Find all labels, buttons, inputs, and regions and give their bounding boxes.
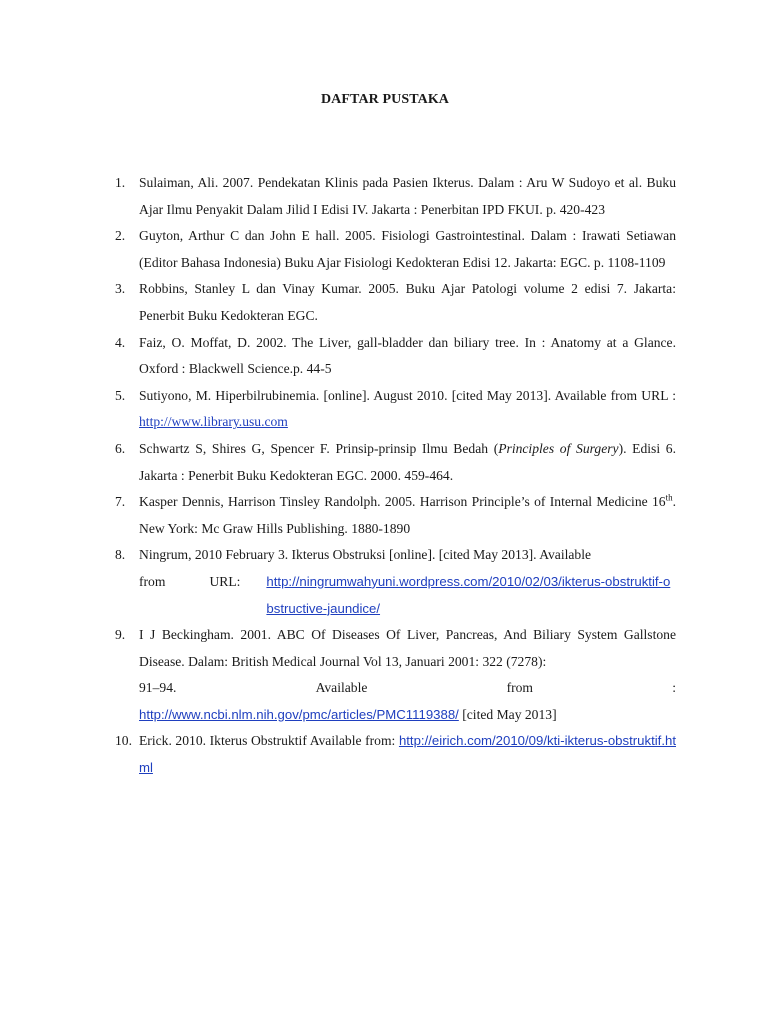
- reference-item-4: [112, 330, 676, 383]
- reference-text: [cited May 2013]: [458, 706, 557, 722]
- reference-number: 3.: [115, 281, 126, 297]
- reference-number: 9.: [115, 627, 126, 643]
- reference-number: 6.: [115, 440, 126, 456]
- reference-text: from: [139, 573, 166, 589]
- reference-number: 7.: [115, 494, 126, 510]
- reference-item-9: [112, 622, 676, 728]
- reference-text: 91–94.: [139, 680, 177, 696]
- reference-text: Kasper Dennis, Harrison Tinsley Randolph. 2005. Harrison Principle’s of Internal Medicine 16: [139, 494, 666, 510]
- reference-number: 2.: [115, 228, 126, 244]
- reference-italic-title: Principles of Surgery: [498, 440, 619, 456]
- reference-text: ). Edisi 6. Jakarta : Penerbit Buku Kedokteran EGC. 2000. 459-464.: [139, 440, 676, 483]
- reference-item-2: [112, 223, 676, 276]
- reference-text: Schwartz S, Shires G, Spencer F. Prinsip-prinsip Ilmu Bedah (: [139, 440, 499, 456]
- reference-item-3: [112, 276, 676, 329]
- reference-text: from: [506, 680, 534, 696]
- reference-item-6: [112, 436, 676, 489]
- page-title: DAFTAR PUSTAKA: [320, 92, 450, 107]
- reference-line: [139, 702, 676, 729]
- reference-line: [139, 675, 676, 702]
- reference-list: [112, 170, 676, 782]
- reference-item-7: [112, 489, 676, 542]
- reference-link[interactable]: http://www.ncbi.nlm.nih.gov/pmc/articles/PMC1119388/: [139, 706, 459, 722]
- reference-text: Faiz, O. Moffat, D. 2002. The Liver, gall-bladder dan biliary tree. In : Anatomy at a Glance. Oxford : Blackwell Science.p. 44-5: [139, 334, 676, 377]
- reference-text: :: [672, 680, 676, 696]
- reference-text: Ningrum, 2010 February 3. Ikterus Obstruksi [online]. [cited May 2013]. Available: [139, 547, 592, 563]
- reference-item-10: [112, 728, 676, 781]
- reference-link[interactable]: http://ningrumwahyuni.wordpress.com/2010/02/03/ikterus-obstruktif-obstructive-jaundice/: [266, 573, 671, 616]
- reference-number: 10.: [115, 733, 132, 749]
- reference-text: . New York: Mc Graw Hills Publishing. 1880-1890: [139, 494, 676, 536]
- reference-number: 8.: [115, 547, 126, 563]
- reference-text: Available: [315, 680, 368, 696]
- reference-link[interactable]: http://eirich.com/2010/09/kti-ikterus-obstruktif.html: [139, 733, 676, 776]
- reference-number: 5.: [115, 387, 126, 403]
- reference-line: [139, 569, 676, 622]
- reference-item-5: [112, 383, 676, 436]
- reference-text: Erick. 2010. Ikterus Obstruktif Available from:: [139, 733, 399, 749]
- reference-text: Guyton, Arthur C dan John E hall. 2005. Fisiologi Gastrointestinal. Dalam : Irawati Setiawan (Editor Bahasa Indonesia) Buku Ajar Fisiologi Kedokteran Edisi 12. Jakarta: EGC. p. 1108-1109: [139, 228, 676, 270]
- reference-text: URL:: [209, 573, 241, 589]
- reference-item-8: [112, 542, 676, 622]
- superscript: th: [665, 492, 673, 503]
- reference-text: Sutiyono, M. Hiperbilrubinemia. [online]. August 2010. [cited May 2013]. Available from URL :: [139, 387, 676, 403]
- reference-text: Sulaiman, Ali. 2007. Pendekatan Klinis pada Pasien Ikterus. Dalam : Aru W Sudoyo et al. Buku Ajar Ilmu Penyakit Dalam Jilid I Edisi IV. Jakarta : Penerbitan IPD FKUI. p. 420-423: [139, 175, 676, 217]
- reference-number: 4.: [115, 334, 126, 350]
- reference-text: I J Beckingham. 2001. ABC Of Diseases Of Liver, Pancreas, And Biliary System Gallstone Disease. Dalam: British Medical Journal Vol 13, Januari 2001: 322 (7278):: [139, 627, 676, 669]
- reference-number: 1.: [115, 175, 126, 190]
- reference-link[interactable]: http://www.library.usu.com: [139, 414, 288, 430]
- reference-item-1: [112, 170, 676, 223]
- reference-text: Robbins, Stanley L dan Vinay Kumar. 2005. Buku Ajar Patologi volume 2 edisi 7. Jakarta: Penerbit Buku Kedokteran EGC.: [139, 281, 676, 323]
